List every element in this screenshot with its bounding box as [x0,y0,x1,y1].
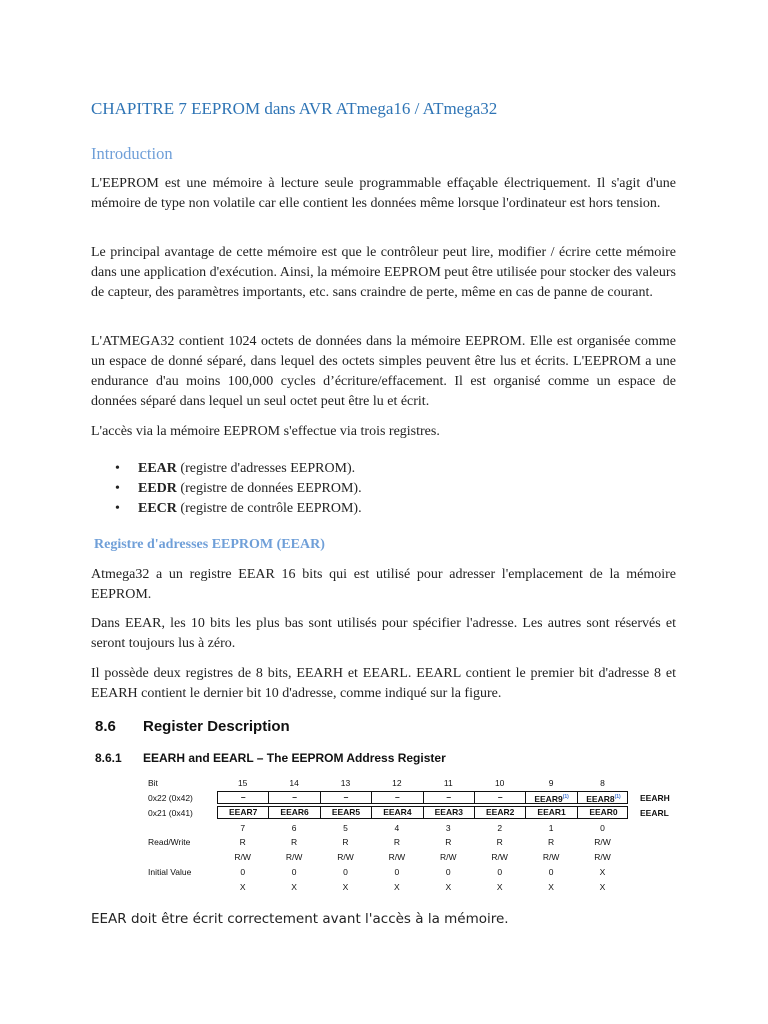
list-item [91,479,362,499]
closing-line: EEAR doit être écrit correctement avant l'accès à la mémoire. [91,911,509,927]
eear-heading: Registre d'adresses EEPROM (EEAR) [94,537,325,552]
chapter-title: CHAPITRE 7 EEPROM dans AVR ATmega16 / ATmega32 [91,99,498,118]
initial-value: X [342,882,349,892]
paragraph-2: Le principal avantage de cette mémoire est que le contrôleur peut lire, modifier / écrire cette mémoire dans une application d'exécution. Ainsi, la mémoire EEPROM peut être utilisée pour stocker des valeurs de capteur, des paramètres importants, etc. sans craindre de perte, même en cas de panne de courant. [91,245,676,300]
initial-value: X [599,882,606,892]
figure-section-heading [95,718,290,735]
initial-value: X [548,882,554,892]
access-value: R/W [234,852,251,862]
register-cell: EEAR1 [526,807,577,818]
section-number: 8.6 [95,718,116,735]
bit-number: 15 [237,778,248,788]
bullet-icon: • [115,501,120,516]
access-value: R [291,837,298,847]
access-value: R/W [285,852,303,862]
intro-heading: Introduction [91,144,173,163]
bit-number: 10 [494,778,505,788]
bit-number: 0 [600,823,605,833]
register-cell: EEAR3 [424,807,475,818]
register-cell [578,792,629,803]
access-value: R/W [440,852,457,862]
initial-value: X [239,882,246,892]
bit-number: 12 [392,778,402,788]
register-cell [526,792,577,803]
paragraph-3: L'ATMEGA32 contient 1024 octets de données dans la mémoire EEPROM. Elle est organisée comme un espace de donné séparé, dans lequel des octets simples peuvent être lus et écrits. L'EEPROM a une endurance d'au moins 100,000 cycles d’écriture/effacement. Il est organisé comme un espace de données séparé dans lequel un seul octet peut être lu et écrit. [91,334,676,409]
initial-value: X [599,867,606,877]
bit-number: 9 [548,778,554,788]
access-value: R/W [542,852,560,862]
register-name: EECR [138,501,177,516]
bit-number: 1 [548,823,554,833]
bit-number: 2 [497,823,503,833]
subsection-number: 8.6.1 [95,751,122,765]
addr-high-label: 0x22 (0x42) [148,793,193,803]
access-value: R [496,837,503,847]
access-value: R/W [594,852,611,862]
initial-value: 0 [548,867,554,877]
access-value: R [239,837,246,847]
access-value: R/W [388,852,406,862]
access-value: R [393,837,400,847]
footnote-marker: (1) [614,794,621,800]
register-desc: (registre de données EEPROM). [176,481,362,496]
access-value: R/W [491,852,508,862]
bit-label: Bit [148,778,158,788]
register-name: EEAR [138,461,177,476]
eear-paragraph-1: Atmega32 a un registre EEAR 16 bits qui est utilisé pour adresser l'emplacement de la mémoire EEPROM. [91,567,676,602]
register-cell-name: EEAR9 [534,793,563,804]
initial-value: 0 [394,867,400,877]
subsection-title: EEARH and EEARL – The EEPROM Address Register [143,751,446,765]
figure-subsection-heading [95,751,446,765]
access-value: R [342,837,349,847]
bit-number: 5 [343,823,348,833]
list-item [91,459,362,479]
register-list [91,459,362,519]
bit-number: 3 [445,823,451,833]
bit-number: 14 [289,778,299,788]
eearh-name: EEARH [640,793,670,803]
register-cell: – [475,792,526,803]
section-title: Register Description [143,718,290,735]
register-cell: EEAR0 [589,807,618,817]
eear-paragraph-3: Il possède deux registres de 8 bits, EEARH et EEARL. EEARL contient le premier bit d'adresse 8 et EEARH contient le dernier bit 10 d'adresse, comme indiqué sur la figure. [91,666,676,701]
register-cell-name: EEAR8 [586,793,615,804]
register-desc: (registre d'adresses EEPROM). [176,461,356,476]
register-cell: EEAR6 [269,807,320,818]
bit-number: 11 [443,778,453,788]
list-item [91,499,362,519]
footnote-marker: (1) [562,794,569,800]
paragraph-1: L'EEPROM est une mémoire à lecture seule programmable effaçable électriquement. Il s'agit d'une mémoire de type non volatile car elle contient les données même lorsque l'ordinateur est hors tension. [91,176,676,211]
initial-value: 0 [497,867,503,877]
register-cell: – [218,792,269,803]
register-cell: EEAR5 [321,807,372,818]
initial-value: X [445,882,452,892]
bullet-icon: • [115,481,120,496]
initial-value: 0 [240,867,246,877]
initial-value: 0 [445,867,451,877]
eearl-name: EEARL [640,808,669,818]
register-cell: – [372,792,423,803]
register-cell: – [321,792,372,803]
bit-number: 13 [340,778,351,788]
initial-value: X [291,882,297,892]
eearl-register [217,806,628,819]
initial-value: 0 [291,867,297,877]
initial-value: X [394,882,400,892]
access-value: R [548,837,555,847]
register-desc: (registre de contrôle EEPROM). [176,501,362,516]
register-cell: – [269,792,320,803]
bullet-icon: • [115,461,120,476]
read-write-label: Read/Write [148,837,191,847]
access-value: R/W [594,837,611,847]
addr-low-label: 0x21 (0x41) [148,808,193,818]
register-cell: EEAR2 [475,807,526,818]
paragraph-4: L'accès via la mémoire EEPROM s'effectue via trois registres. [91,424,440,439]
register-cell: EEAR4 [372,807,423,818]
register-name: EEDR [138,481,177,496]
initial-value-label: Initial Value [148,867,192,877]
bit-number: 4 [394,823,400,833]
bit-number: 6 [291,823,297,833]
eearh-register [217,791,628,804]
access-value: R/W [337,852,354,862]
register-figure [95,712,695,902]
register-cell: EEAR7 [218,807,269,818]
eear-paragraph-2: Dans EEAR, les 10 bits les plus bas sont utilisés pour spécifier l'adresse. Les autres sont réservés et seront toujours lus à zéro. [91,616,676,651]
initial-value: X [496,882,503,892]
register-cell: – [424,792,475,803]
access-value: R [445,837,452,847]
bit-number: 7 [240,823,246,833]
initial-value: 0 [343,867,348,877]
bit-number: 8 [600,778,605,788]
